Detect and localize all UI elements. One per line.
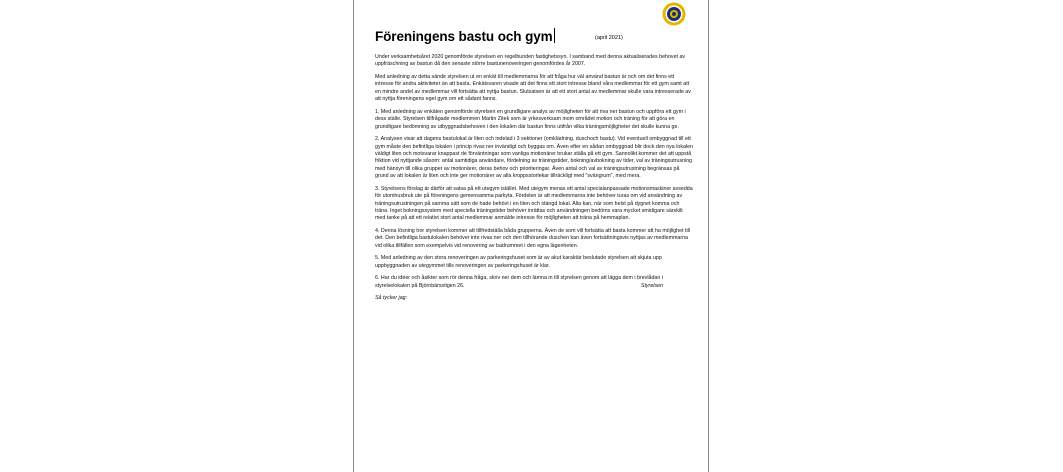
closing-prompt: Så tycker jag: <box>375 295 408 302</box>
paragraph-point-5: 5. Med anledning av den stora renoveringen av parkeringshuset som är av akut karaktär beslutade styrelsen att skjuta upp uppbyggnaden av utegymmet tills renoveringen av parkeringshuset är klar. <box>375 255 662 269</box>
document-date: (april 2021) <box>595 35 623 41</box>
association-seal-icon <box>662 2 686 26</box>
paragraph-point-1: 1. Med anledning av enkäten genomförde styrelsen en grundligare analys av möjligheten för att riva ner bastun och uppföra ett gym i dess ställe. Styrelsen tillfrågade medlemmen Martin Zitek som är yrkesverksam inom området motion och träning för att göra en grundligare bedömning av utbyggnadsbehoven i den lokalen där bastun finns utifrån vilka träningsmöjligheter det skulle kunna ge. <box>375 108 686 130</box>
signature: Styrelsen <box>640 282 663 289</box>
paragraph-point-6 <box>375 275 693 290</box>
text-cursor <box>554 28 555 43</box>
paragraph-survey: Med anledning av detta sände styrelsen ut en enkät till medlemmarna för att fråga hur väl använd bastun är och om det finns ett intresse för andra aktiviteter än att basta. Enkätsvaren visade att det finns ett stort intresse bland våra medlemmar för ett gym samt att en mindre andel av medlemmar vill fortsätta att nyttja bastun. Slutsatsen är att ett stort antal av medlemmar skulle vara intresserade av att nyttja föreningens eget gym om ett sådant fanns. <box>375 74 691 103</box>
title-row <box>375 28 695 48</box>
document-body <box>375 54 693 308</box>
document-title[interactable]: Föreningens bastu och gym <box>375 29 553 44</box>
paragraph-point-4: 4. Denna lösning tror styrelsen kommer att tillfredställa båda grupperna. Även de som vill fortsätta att basta kommer att ha möjlighet till det. Den befintliga bastulokalen behöver inte rivas ner och den tillhörande duschen kan även fortsättningsvis nyttjas av medlemmarna vid olika tillfällen som exempelvis vid renovering av badrummet i den egna lägenheten. <box>375 228 691 249</box>
paragraph-point-6-text: 6. Har du idéer och åsikter som rör denna fråga, skriv ner dem och lämna in till styrelsen genom att lägga dem i brevlådan i styrelselokalen på Björnbärsstigen 26. <box>375 275 663 289</box>
paragraph-point-3: 3. Styrelsens förslag är därför att satsa på ett utegym istället. Med utegym menas ett antal specialanpassade motionsmaskiner avsedda för utomhusbruk ute på föreningens gemensamma parkyta. Fördelen är att medlemmarna inte behöver turas om vid användning av träningsutrustningen på samma sätt som de hade behövt i en liten och stängd lokal. Alla kan, när som helst på dygnet komma och träna. Inget bokningssystem med speciella träningstider behöver inrättas och användningen bedöms vara mycket smidigare särskilt med tanke på att ett relativt stort antal medlemmar anmälde intresse för möjligheten att träna på hemmaplan. <box>375 185 693 222</box>
paragraph-intro: Under verksamhetsåret 2020 genomförde styrelsen en regelbunden fastighetssyn. I samband med denna aktualiserades behovet av uppfräschning av bastun då den senaste större bastunenoveringen genomfördes år 2007. <box>375 54 686 68</box>
document-page <box>353 0 709 472</box>
paragraph-point-2: 2. Analysen visar att dagens bastulokal är liten och indelad i 3 sektioner (omklädning, duschoch bastu). Vid eventuell ombyggnad till ett gym måste den befintliga lokalen i princip rivas ner invändigt och byggas om. Även efter en sådan ombyggnad blir dock den nya lokalen väldigt liten och motsvarar knappast de förväntningar som vanliga motionärer brukar ställa på ett gym. Sannolikt kommer det att uppstå friktion vid nyttjande såsom: antal samtidiga användare, fördelning av träningstider, bokning/avbokning av tider, val av träningsutrusning med hänsyn till olika grupper av motionärer, deras behov och prioriteringar. Även antal och val av träningsutrustning begränsas på grund av att lokalen är liten och inte ger motionärer av alla kroppsstorlekar tillräckligt med "svängrum", med mera. <box>375 136 693 180</box>
